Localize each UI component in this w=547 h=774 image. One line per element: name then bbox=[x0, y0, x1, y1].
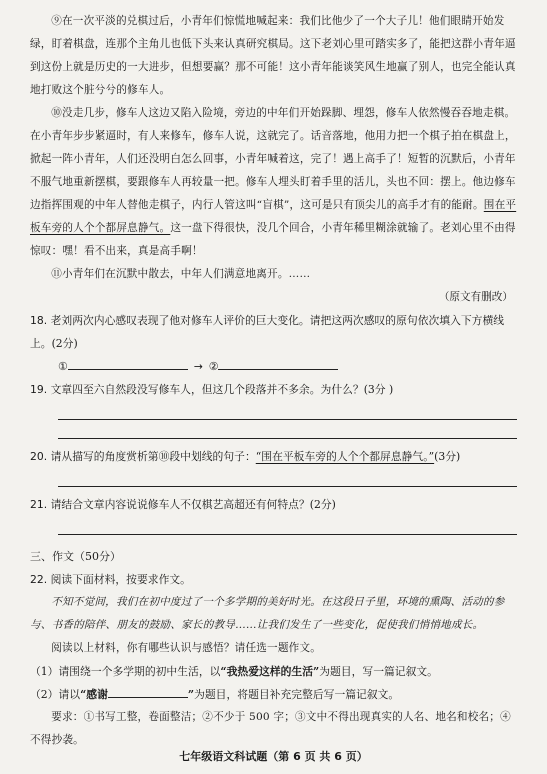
question-18-number: 18. bbox=[30, 314, 48, 327]
passage-paragraph-11: ⑪小青年们在沉默中散去，中年人们满意地离开。…… bbox=[51, 268, 311, 280]
question-19-answer-line-2[interactable] bbox=[58, 420, 517, 439]
blank-1-line[interactable] bbox=[68, 355, 188, 370]
paragraph-10-underlined-sentence: 围在平板车旁的人个个都屏息静气。 bbox=[30, 199, 517, 234]
blank-2-label: ② bbox=[208, 360, 219, 373]
question-21-text: 请结合文章内容说说修车人不仅棋艺高超还有何特点？(2分) bbox=[50, 498, 336, 511]
question-21-answer-line[interactable] bbox=[58, 516, 517, 535]
question-20-quoted-sentence: “围在平板车旁的人个个都屏息静气。” bbox=[255, 450, 435, 463]
question-19-number: 19. bbox=[30, 383, 48, 396]
source-note: （原文有删改） bbox=[438, 291, 513, 303]
question-20-number: 20. bbox=[30, 450, 48, 463]
passage-paragraph-10 bbox=[30, 102, 517, 263]
question-18-answer-row bbox=[30, 332, 517, 355]
option-2-title-start: “感谢 bbox=[80, 688, 108, 701]
passage-paragraph-9: ⑨在一次平淡的兑棋过后，小青年们惊慌地喊起来：我们比他少了一个大子儿！他们眼睛开始发绿，盯着棋盘，连那个主角儿也低下头来认真研究棋局。这下老刘心里可踏实多了，能把这群小青年逼到这份上就是历史的一大进步，但想要赢？那不可能！这小青年能谈笑风生地赢了别人，也完全能认真地打败这个脏兮兮的修车人。 bbox=[30, 15, 516, 96]
option-1-title: “我热爱这样的生活” bbox=[220, 665, 320, 678]
blank-2-line[interactable] bbox=[218, 355, 338, 370]
page-footer: 七年级语文科试题（第 6 页 共 6 页） bbox=[179, 750, 368, 763]
composition-prompt: 阅读以上材料，你有哪些认识与感悟？请任选一题作文。 bbox=[51, 642, 322, 654]
composition-material: 不知不觉间，我们在初中度过了一个多学期的美好时光。在这段日子里，环境的熏陶、活动的参与、书香的陪伴、朋友的鼓励、家长的教导……让我们发生了一些变化，促使我们悄悄地成长。 bbox=[30, 596, 505, 631]
composition-requirements: 要求：①书写工整，卷面整洁；②不少于 500 字；③文中不得出现真实的人名、地名和校名；④不得抄袭。 bbox=[30, 711, 511, 746]
option-2-title-end: ” bbox=[187, 688, 195, 701]
question-19-text: 文章四至六自然段没写修车人，但这几个段落并不多余。为什么？(3分 ) bbox=[50, 383, 394, 396]
paragraph-10-text-a: ⑩没走几步，修车人这边又陷入险境，旁边的中年们开始跺脚、埋怨，修车人依然慢吞吞地走棋。在小青年步步紧逼时，有人来修车，修车人说，这就完了。话音落地，他用力把一个棋子拍在棋盘上，掀起一阵小青年，人们还没明白怎么回事，小青年喊着这，完了！遇上高手了！短暂的沉默后，小青年不服气地重新摆棋，要跟修车人再较量一把。修车人埋头盯着手里的活儿，头也不回：摆上。他边修车边指挥围观的中年人替他走棋子，内行人管这叫“盲棋”，这可是只有顶尖儿的高手才有的能耐。 bbox=[30, 107, 516, 211]
option-2-title-blank[interactable] bbox=[108, 683, 188, 698]
question-20-text: 请从描写的角度赏析第⑩段中划线的句子： bbox=[50, 450, 256, 463]
question-18-text: 老刘两次内心感叹表现了他对修车人评价的巨大变化。请把这两次感叹的原句依次填入下方横线上。(2分) bbox=[30, 314, 505, 350]
option-1-before: （1）请围绕一个多学期的初中生活，以 bbox=[30, 665, 221, 678]
question-20 bbox=[30, 445, 517, 468]
question-21-number: 21. bbox=[30, 498, 48, 511]
paragraph-10-text-b: 这一盘下得很快，没几个回合，小青年稀里糊涂就输了。老刘心里不由得惊叹：嘿！看不出来，真是高手啊！ bbox=[30, 222, 516, 257]
question-21 bbox=[30, 493, 517, 516]
option-2-after: 为题目，将题目补充完整后写一篇记叙文。 bbox=[194, 688, 400, 701]
question-22 bbox=[30, 568, 517, 591]
question-20-answer-line[interactable] bbox=[58, 468, 517, 487]
question-22-number: 22. bbox=[30, 573, 48, 586]
question-19 bbox=[30, 378, 517, 401]
question-22-text: 阅读下面材料，按要求作文。 bbox=[50, 573, 191, 586]
composition-option-2 bbox=[30, 683, 517, 706]
option-1-after: 为题目，写一篇记叙文。 bbox=[319, 665, 438, 678]
question-19-answer-line-1[interactable] bbox=[58, 401, 517, 420]
question-20-score: (3分) bbox=[434, 450, 461, 463]
option-2-before: （2）请以 bbox=[30, 688, 81, 701]
question-18-blanks bbox=[30, 355, 517, 378]
composition-option-1 bbox=[30, 660, 517, 683]
arrow-icon: → bbox=[193, 360, 203, 373]
blank-1-label: ① bbox=[58, 360, 68, 373]
composition-section-title: 三、作文（50分） bbox=[30, 550, 121, 563]
